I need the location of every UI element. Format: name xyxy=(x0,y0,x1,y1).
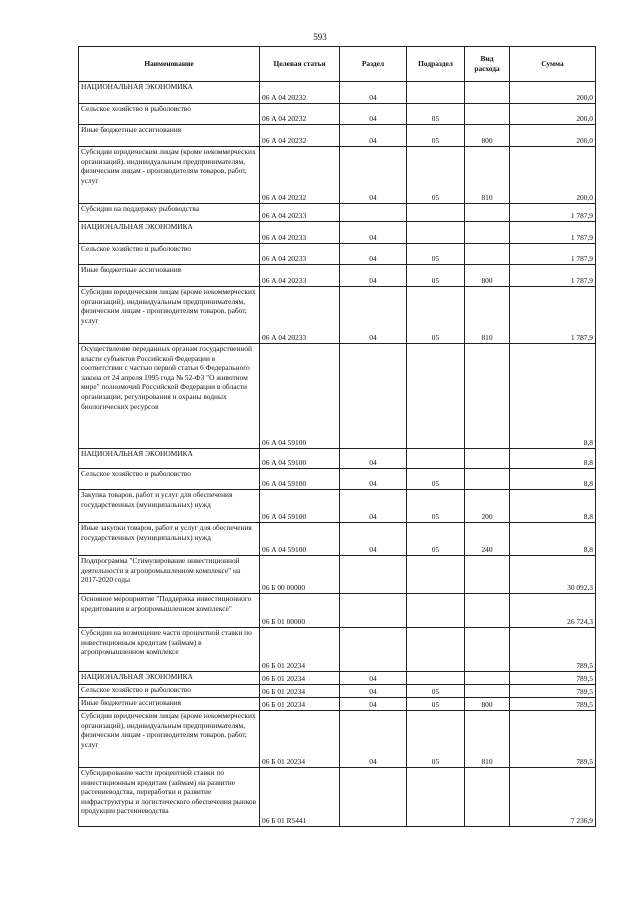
cell-section: 04 xyxy=(340,672,407,685)
cell-code: 06 А 04 20232 xyxy=(260,82,340,104)
cell-name xyxy=(79,222,260,244)
cell-subsection xyxy=(407,204,465,222)
cell-name-text: Субсидии юридическим лицам (кроме некоммерческих организаций), индивидуальным предпринимателям, физическим лицам - производителям товаров, работ, услуг xyxy=(81,147,256,185)
cell-name-text: Сельское хозяйство и рыболовство xyxy=(81,104,191,113)
cell-sum: 8,8 xyxy=(510,469,596,490)
table-row xyxy=(79,556,596,594)
cell-subsection: 05 xyxy=(407,523,465,556)
cell-sum: 8,8 xyxy=(510,523,596,556)
cell-code: 06 А 04 20233 xyxy=(260,287,340,344)
cell-name xyxy=(79,469,260,490)
cell-subsection: 05 xyxy=(407,469,465,490)
cell-expense-type: 810 xyxy=(465,711,510,768)
table-row xyxy=(79,449,596,469)
cell-sum: 8,8 xyxy=(510,490,596,523)
cell-expense-type: 200 xyxy=(465,490,510,523)
cell-section xyxy=(340,344,407,449)
cell-expense-type: 810 xyxy=(465,287,510,344)
cell-expense-type xyxy=(465,104,510,125)
cell-name xyxy=(79,698,260,711)
cell-name-text: НАЦИОНАЛЬНАЯ ЭКОНОМИКА xyxy=(81,449,193,458)
cell-name xyxy=(79,594,260,628)
cell-code: 06 А 04 59100 xyxy=(260,523,340,556)
cell-code: 06 Б 01 20234 xyxy=(260,711,340,768)
cell-sum: 1 787,9 xyxy=(510,204,596,222)
cell-code: 06 Б 01 R5441 xyxy=(260,768,340,827)
cell-expense-type xyxy=(465,244,510,265)
table-row xyxy=(79,469,596,490)
cell-section: 04 xyxy=(340,287,407,344)
table-row xyxy=(79,685,596,698)
cell-section xyxy=(340,768,407,827)
cell-code: 06 Б 01 20234 xyxy=(260,698,340,711)
cell-section: 04 xyxy=(340,449,407,469)
cell-code: 06 А 04 20233 xyxy=(260,265,340,287)
cell-subsection xyxy=(407,449,465,469)
table-row xyxy=(79,672,596,685)
column-header-code: Целевая статья xyxy=(260,47,340,82)
cell-name xyxy=(79,628,260,672)
cell-subsection xyxy=(407,672,465,685)
cell-code: 06 Б 01 00000 xyxy=(260,594,340,628)
table-row xyxy=(79,104,596,125)
cell-section: 04 xyxy=(340,104,407,125)
cell-subsection xyxy=(407,628,465,672)
cell-subsection: 05 xyxy=(407,147,465,204)
cell-section: 04 xyxy=(340,222,407,244)
table-row xyxy=(79,344,596,449)
cell-sum: 8,8 xyxy=(510,344,596,449)
table-row xyxy=(79,594,596,628)
cell-name xyxy=(79,768,260,827)
cell-code: 06 А 04 20233 xyxy=(260,244,340,265)
table-row xyxy=(79,222,596,244)
cell-name-text: Иные бюджетные ассигнования xyxy=(81,698,182,707)
cell-name xyxy=(79,449,260,469)
cell-sum: 200,0 xyxy=(510,104,596,125)
cell-section: 04 xyxy=(340,82,407,104)
cell-name xyxy=(79,711,260,768)
cell-sum: 200,0 xyxy=(510,147,596,204)
column-header-expense-type: Вид расхода xyxy=(465,47,510,82)
cell-section: 04 xyxy=(340,469,407,490)
cell-sum: 7 236,9 xyxy=(510,768,596,827)
cell-expense-type xyxy=(465,344,510,449)
cell-code: 06 А 04 20232 xyxy=(260,104,340,125)
cell-name xyxy=(79,672,260,685)
cell-expense-type xyxy=(465,768,510,827)
table-row xyxy=(79,711,596,768)
cell-expense-type xyxy=(465,594,510,628)
cell-sum: 1 787,9 xyxy=(510,265,596,287)
cell-expense-type xyxy=(465,556,510,594)
table-row xyxy=(79,287,596,344)
cell-expense-type xyxy=(465,82,510,104)
table-row xyxy=(79,244,596,265)
cell-name xyxy=(79,125,260,147)
column-header-name: Наименование xyxy=(79,47,260,82)
page-number: 593 xyxy=(313,32,327,42)
table-row xyxy=(79,265,596,287)
cell-name xyxy=(79,147,260,204)
cell-section: 04 xyxy=(340,711,407,768)
column-header-section: Раздел xyxy=(340,47,407,82)
cell-name-text: Субсидии на поддержку рыбоводства xyxy=(81,204,199,213)
budget-table xyxy=(78,46,596,827)
cell-expense-type: 800 xyxy=(465,125,510,147)
cell-name-text: Субсидии юридическим лицам (кроме некоммерческих организаций), индивидуальным предпринимателям, физическим лицам - производителям товаров, работ, услуг xyxy=(81,711,256,749)
cell-sum: 30 092,3 xyxy=(510,556,596,594)
cell-code: 06 А 04 20233 xyxy=(260,222,340,244)
cell-section: 04 xyxy=(340,125,407,147)
cell-name-text: НАЦИОНАЛЬНАЯ ЭКОНОМИКА xyxy=(81,222,193,231)
cell-code: 06 А 04 59100 xyxy=(260,344,340,449)
cell-name-text: Иные бюджетные ассигнования xyxy=(81,125,182,134)
cell-section: 04 xyxy=(340,490,407,523)
cell-sum: 26 724,3 xyxy=(510,594,596,628)
table-row xyxy=(79,490,596,523)
cell-name xyxy=(79,82,260,104)
column-header-sum: Сумма xyxy=(510,47,596,82)
cell-section: 04 xyxy=(340,685,407,698)
cell-expense-type xyxy=(465,204,510,222)
cell-name xyxy=(79,204,260,222)
cell-sum: 789,5 xyxy=(510,711,596,768)
cell-sum: 200,0 xyxy=(510,125,596,147)
cell-name-text: НАЦИОНАЛЬНАЯ ЭКОНОМИКА xyxy=(81,672,193,681)
cell-sum: 789,5 xyxy=(510,685,596,698)
cell-name xyxy=(79,523,260,556)
cell-name-text: Иные бюджетные ассигнования xyxy=(81,265,182,274)
cell-name-text: Субсидирование части процентной ставки по инвестиционным кредитам (займам) на развитие растениеводства, переработки и развитие инфраструктуры и логистического обеспечения рынков продукции растениеводства xyxy=(81,768,257,816)
cell-subsection xyxy=(407,82,465,104)
table-row xyxy=(79,82,596,104)
cell-code: 06 А 04 20232 xyxy=(260,147,340,204)
cell-name-text: Осуществление переданных органам государственной власти субъектов Российской Федерации в соответствии с частью первой статьи 6 Федерального закона от 24 апреля 1995 года № 52-ФЗ "О животном мире" полномочий Российской Федерации в области организации, регулирования и охраны водных биологических ресурсов xyxy=(81,344,252,411)
cell-name-text: Закупка товаров, работ и услуг для обеспечения государственных (муниципальных) нужд xyxy=(81,490,233,509)
cell-name-text: Субсидии юридическим лицам (кроме некоммерческих организаций), индивидуальным предпринимателям, физическим лицам - производителям товаров, работ, услуг xyxy=(81,287,256,325)
cell-subsection: 05 xyxy=(407,244,465,265)
cell-subsection xyxy=(407,222,465,244)
cell-subsection: 05 xyxy=(407,287,465,344)
cell-expense-type xyxy=(465,449,510,469)
cell-code: 06 А 04 59100 xyxy=(260,449,340,469)
cell-sum: 789,5 xyxy=(510,672,596,685)
cell-subsection xyxy=(407,344,465,449)
cell-subsection: 05 xyxy=(407,698,465,711)
table-header-row xyxy=(79,47,596,82)
cell-section: 04 xyxy=(340,147,407,204)
cell-name-text: Иные закупки товаров, работ и услуг для обеспечения государственных (муниципальных) нужд xyxy=(81,523,252,542)
cell-section xyxy=(340,594,407,628)
cell-name-text: Сельское хозяйство и рыболовство xyxy=(81,685,191,694)
cell-name-text: Сельское хозяйство и рыболовство xyxy=(81,469,191,478)
table-row xyxy=(79,204,596,222)
cell-name-text: НАЦИОНАЛЬНАЯ ЭКОНОМИКА xyxy=(81,82,193,91)
cell-sum: 1 787,9 xyxy=(510,244,596,265)
cell-sum: 789,5 xyxy=(510,628,596,672)
cell-name xyxy=(79,344,260,449)
cell-section: 04 xyxy=(340,265,407,287)
cell-name xyxy=(79,287,260,344)
table-row xyxy=(79,698,596,711)
cell-subsection: 05 xyxy=(407,490,465,523)
cell-subsection xyxy=(407,556,465,594)
cell-code: 06 Б 01 20234 xyxy=(260,672,340,685)
cell-subsection: 05 xyxy=(407,104,465,125)
cell-section xyxy=(340,628,407,672)
cell-expense-type xyxy=(465,672,510,685)
cell-sum: 789,5 xyxy=(510,698,596,711)
cell-expense-type xyxy=(465,628,510,672)
cell-name xyxy=(79,490,260,523)
cell-sum: 200,0 xyxy=(510,82,596,104)
cell-subsection xyxy=(407,768,465,827)
cell-sum: 8,8 xyxy=(510,449,596,469)
cell-code: 06 Б 00 00000 xyxy=(260,556,340,594)
cell-expense-type: 800 xyxy=(465,265,510,287)
column-header-subsection: Подраздел xyxy=(407,47,465,82)
cell-sum: 1 787,9 xyxy=(510,222,596,244)
cell-name xyxy=(79,244,260,265)
cell-expense-type xyxy=(465,222,510,244)
table-row xyxy=(79,125,596,147)
cell-code: 06 А 04 20232 xyxy=(260,125,340,147)
table-row xyxy=(79,628,596,672)
cell-name xyxy=(79,104,260,125)
table-row xyxy=(79,768,596,827)
cell-code: 06 Б 01 20234 xyxy=(260,685,340,698)
cell-name-text: Сельское хозяйство и рыболовство xyxy=(81,244,191,253)
table-row xyxy=(79,147,596,204)
cell-expense-type: 810 xyxy=(465,147,510,204)
cell-name xyxy=(79,556,260,594)
cell-subsection: 05 xyxy=(407,711,465,768)
cell-subsection xyxy=(407,594,465,628)
cell-section: 04 xyxy=(340,698,407,711)
cell-sum: 1 787,9 xyxy=(510,287,596,344)
cell-subsection: 05 xyxy=(407,125,465,147)
cell-name-text: Основное мероприятие "Поддержка инвестиционного кредитования в агропромышленном комплексе" xyxy=(81,594,252,613)
cell-name xyxy=(79,265,260,287)
cell-code: 06 Б 01 20234 xyxy=(260,628,340,672)
cell-section: 04 xyxy=(340,244,407,265)
cell-code: 06 А 04 59100 xyxy=(260,469,340,490)
cell-expense-type: 800 xyxy=(465,698,510,711)
cell-section xyxy=(340,556,407,594)
cell-section: 04 xyxy=(340,523,407,556)
cell-name xyxy=(79,685,260,698)
cell-expense-type xyxy=(465,685,510,698)
cell-expense-type: 240 xyxy=(465,523,510,556)
cell-expense-type xyxy=(465,469,510,490)
cell-subsection: 05 xyxy=(407,265,465,287)
cell-name-text: Подпрограмма "Стимулирование инвестиционной деятельности в агропромышленном комплексе" на 2017-2020 годы xyxy=(81,556,241,585)
cell-section xyxy=(340,204,407,222)
cell-code: 06 А 04 20233 xyxy=(260,204,340,222)
table-row xyxy=(79,523,596,556)
cell-name-text: Субсидии на возмещение части процентной ставки по инвестиционным кредитам (займам) в агропромышленном комплексе xyxy=(81,628,252,657)
cell-subsection: 05 xyxy=(407,685,465,698)
cell-code: 06 А 04 59100 xyxy=(260,490,340,523)
